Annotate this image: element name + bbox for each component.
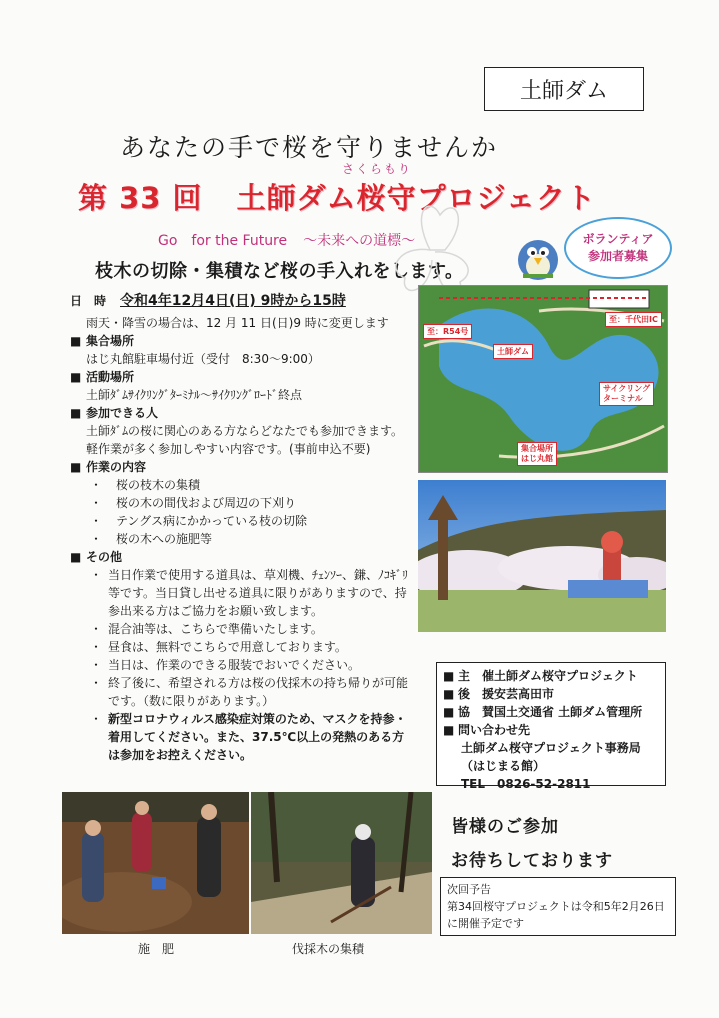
event-info [70,292,415,764]
other-label: その他 [86,550,123,564]
rain-note: 雨天・降雪の場合は、12 月 11 日(日)9 時に変更します [86,316,389,330]
photo1-caption: 施 肥 [138,942,175,956]
who-label: 参加できる人 [86,406,159,420]
work-item: ・ 桜の木の間伐および周辺の下刈り [90,496,297,510]
next-event-box [440,877,676,936]
subtitle-en: Go for the Future [158,233,288,249]
meeting-label: 集合場所 [86,334,135,348]
logging-collection-photo [251,792,432,934]
other-item: ・ 終了後に、希望される方は桜の伐採木の持ち帰りが可能です。（数に限りがあります。） [90,676,409,708]
work-heading: ■ 作業の内容 [70,460,147,474]
closing-line1: 皆様のご参加 [451,817,559,837]
mascot-bird-icon [509,226,567,284]
work-item: ・ 桜の枝木の集積 [90,478,201,492]
venue-heading: ■ 活動場所 [70,370,135,384]
other-item: ・ 昼食は、無料でこちらで用意しております。 [90,640,347,654]
contact-tel: TEL 0826-52-2811 [461,777,591,791]
meeting-heading: ■ 集合場所 [70,334,135,348]
contact-office: 土師ダム桜守プロジェクト事務局 [461,741,641,755]
other-item: ・ 混合油等は、こちらで準備いたします。 [90,622,323,636]
work-item: ・ テングス病にかかっている枝の切除 [90,514,308,528]
fertilizing-photo [62,792,249,934]
date-value: 令和4年12月4日(日) 9時から15時 [120,293,346,309]
map-label-dam: 土師ダム [493,344,533,359]
map-label-chiyoda: 至：千代田IC [605,312,662,327]
next-label: 次回予告 [447,883,491,896]
contact-label: 問い合わせ先 [458,723,531,737]
title-name: 土師ダム桜守プロジェクト [236,181,596,215]
who-line1: 土師ﾀﾞﾑの桜に関心のある方ならどなたでも参加できます。 [86,424,404,438]
coop-value: 国土交通省 土師ダム管理所 [494,705,643,719]
support-value: 安芸高田市 [494,687,555,701]
organizer-box: ■ 主 催 土師ダム桜守プロジェクト ■ 後 援 安芸高田市 ■ 協 賛 国土交通省 土師ダム管理所 ■ 問い合わせ先 土師ダム桜守プロジェクト事務局 （はじまる館） TEL 0826-52-2811 [436,662,666,786]
closing-message [451,810,613,878]
other-heading: ■ その他 [70,550,123,564]
host-value: 土師ダム桜守プロジェクト [494,669,638,683]
photo2-caption: 伐採木の集積 [292,942,365,956]
who-heading: ■ 参加できる人 [70,406,159,420]
park-photo [418,480,666,632]
page-title [78,176,596,217]
date-row [70,292,415,310]
contact-venue: （はじまる館） [461,759,546,773]
badge-line1: ボランティア [582,232,654,246]
coop-label: 協 賛 [458,705,495,719]
other-item: ・ 当日作業で使用する道具は、草刈機、ﾁｪﾝｿｰ、鎌、ﾉｺｷﾞﾘ等です。当日貸し出せる道具に限りがありますので、持参出来る方はご協力をお願い致します。 [90,568,409,618]
map-label-meeting: 集合場所 はじ丸館 [517,442,557,466]
title-ruby: さくらもり [342,162,413,176]
who-line2: 軽作業が多く参加しやすい内容です。(事前申込不要) [86,442,371,456]
map-label-cycling: サイクリング ターミナル [599,382,654,406]
subtitle-jp: ～未来への道標～ [303,233,416,249]
date-label: 日 時 [70,294,107,308]
area-map [418,285,668,473]
next-text: 第34回桜守プロジェクトは令和5年2月26日に開催予定です [447,900,665,930]
headline: あなたの手で桜を守りませんか [120,133,499,162]
closing-line2: お待ちしております [451,851,613,871]
work-item: ・ 桜の木への施肥等 [90,532,213,546]
venue-value: 土師ﾀﾞﾑｻｲｸﾘﾝｸﾞﾀｰﾐﾅﾙ～ｻｲｸﾘﾝｸﾞﾛｰﾄﾞ終点 [86,388,303,402]
work-label: 作業の内容 [86,460,147,474]
other-item: ・ 新型コロナウィルス感染症対策のため、マスクを持参・着用してください。また、37.5℃以上の発熱のある方は参加をお控えください。 [90,712,407,762]
badge-line2: 参加者募集 [587,249,648,263]
map-label-r54: 至：R54号 [423,324,472,339]
location-tag: 土師ダム [484,67,644,111]
other-item: ・ 当日は、作業のできる服装でおいでください。 [90,658,361,672]
venue-label: 活動場所 [86,370,135,384]
volunteer-badge [564,217,672,279]
title-edition: 第 33 回 [78,181,203,215]
meeting-value: はじ丸館駐車場付近（受付 8:30～9:00） [86,352,320,366]
lead-text: 枝木の切除・集積など桜の手入れをします。 [95,261,464,282]
support-label: 後 援 [458,687,495,701]
host-label: 主 催 [458,669,495,683]
